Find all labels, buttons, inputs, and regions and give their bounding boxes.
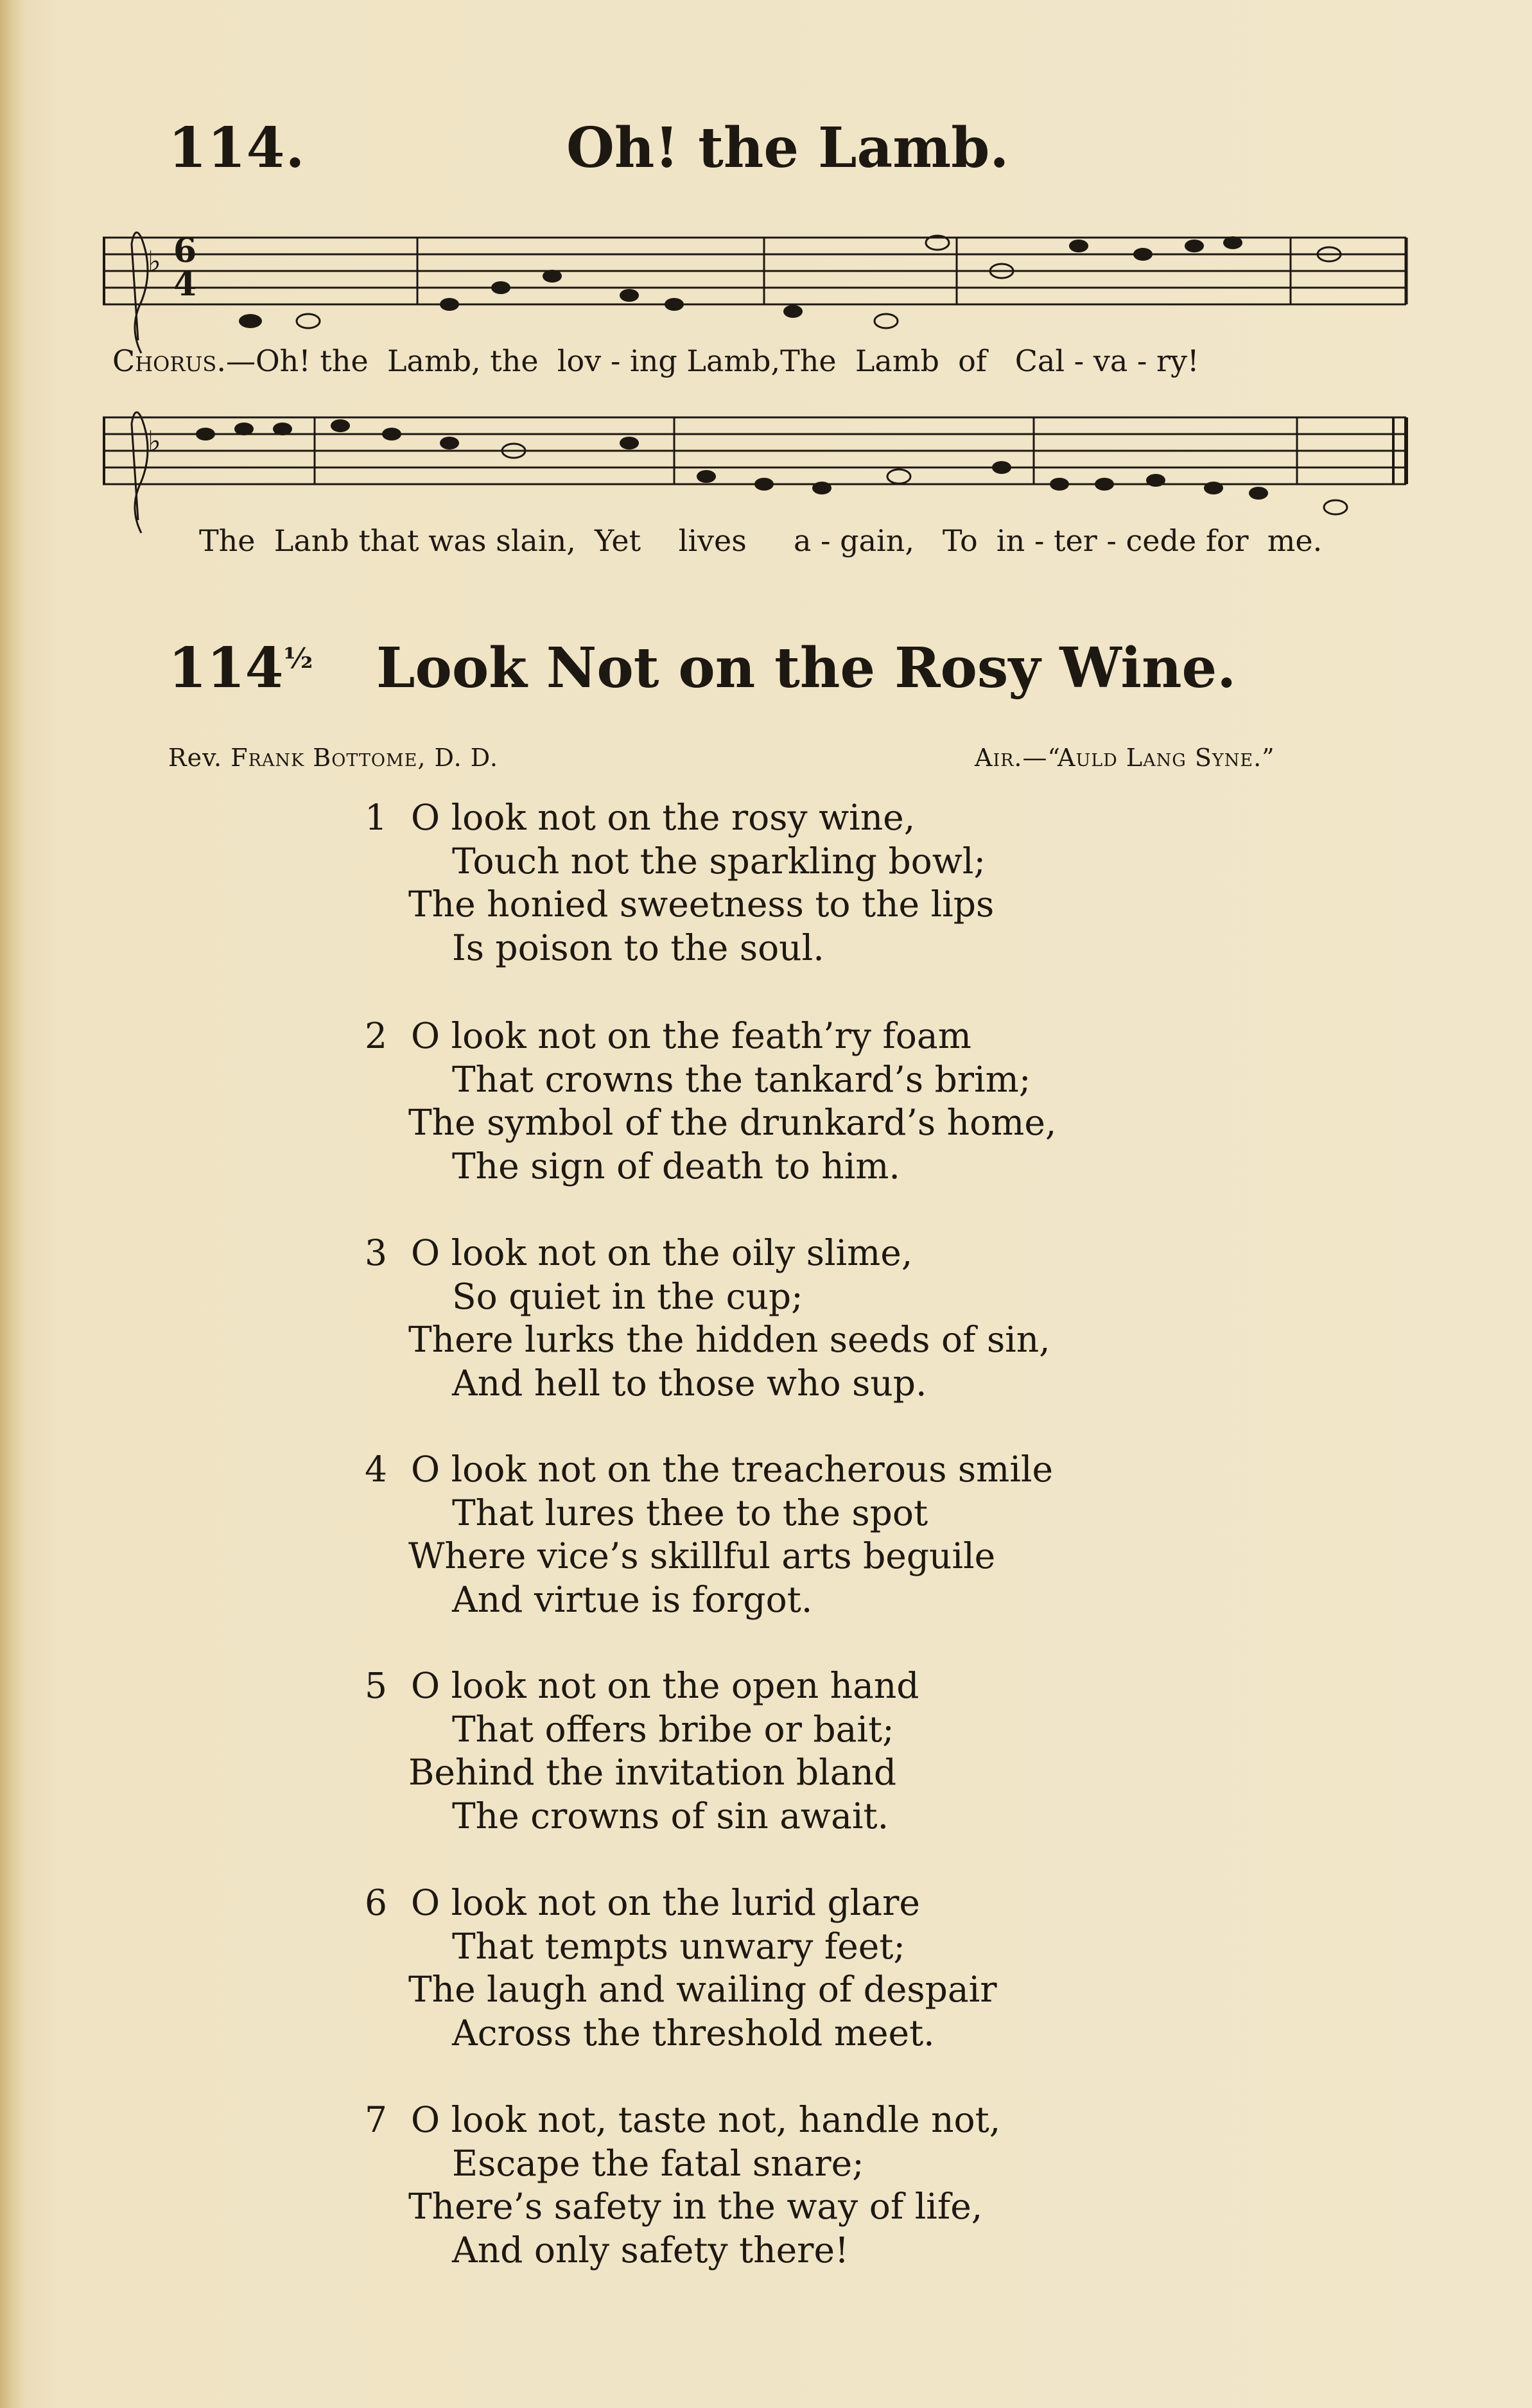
author-name: Frank Bottome, D. D. — [231, 744, 498, 772]
stanza-line: Where vice’s skillful arts beguile — [408, 1535, 996, 1576]
stanza-line: The symbol of the drunkard’s home, — [408, 1102, 1057, 1143]
stanza-line: Escape the fatal snare; — [452, 2142, 864, 2184]
stanza-number: 1 — [365, 797, 387, 838]
stanza-line: Behind the invitation bland — [408, 1752, 897, 1793]
stanza-line: Across the threshold meet. — [452, 2012, 935, 2054]
stanza-number: 5 — [365, 1665, 387, 1706]
hymn-title: Look Not on the Rosy Wine. — [376, 636, 1237, 701]
stanza-line: And only safety there! — [452, 2229, 849, 2271]
hymn-number: 114. — [168, 116, 306, 180]
stanza-line: That lures thee to the spot — [452, 1492, 928, 1533]
hymn-number-value: 114 — [168, 636, 284, 701]
hymn-title: Oh! the Lamb. — [566, 116, 1009, 180]
hymn-114-half-header — [168, 636, 1388, 713]
chorus-lyrics-line-1 — [112, 344, 1199, 378]
stanza-number: 4 — [365, 1449, 387, 1490]
stanza-line: O look not on the oily slime, — [411, 1232, 913, 1273]
air-credit: Air.—“Auld Lang Syne.” — [975, 744, 1275, 772]
stanza-line: The laugh and wailing of despair — [408, 1969, 997, 2010]
stanza-line: And virtue is forgot. — [452, 1578, 813, 1620]
stanza-line: That offers bribe or bait; — [452, 1708, 894, 1750]
svg-text:6: 6 — [173, 231, 197, 270]
stanza-line: There lurks the hidden seeds of sin, — [408, 1319, 1050, 1360]
stanza-number: 2 — [365, 1015, 387, 1056]
hymn-number — [168, 636, 313, 701]
stanza-line: Touch not the sparkling bowl; — [452, 840, 986, 882]
svg-text:4: 4 — [173, 265, 197, 304]
stanza-line: That crowns the tankard’s brim; — [452, 1058, 1031, 1100]
stanza-line: The honied sweetness to the lips — [408, 884, 995, 925]
stanza-line: The sign of death to him. — [452, 1145, 900, 1187]
stanza-line: And hell to those who sup. — [452, 1362, 927, 1404]
svg-text:♭: ♭ — [148, 425, 161, 458]
stanza-line: Is poison to the soul. — [452, 927, 824, 968]
svg-text:♭: ♭ — [148, 245, 161, 278]
stanza-number: 7 — [365, 2099, 387, 2140]
hymn-number-fraction: ½ — [283, 642, 313, 676]
stanza-line: O look not on the treacherous smile — [411, 1449, 1054, 1490]
author-prefix: Rev. — [168, 744, 223, 772]
hymn-114-header — [168, 116, 1388, 186]
lyrics-text-1: —Oh! the Lamb, the lov - ing Lamb,The Lamb of Cal - va - ry! — [225, 344, 1199, 378]
stanza-number: 3 — [365, 1232, 387, 1273]
stanza-line: There’s safety in the way of life, — [408, 2186, 983, 2227]
stanza-line: O look not, taste not, handle not, — [411, 2099, 1001, 2140]
stanza-line: So quiet in the cup; — [452, 1275, 803, 1317]
stanza-number: 6 — [365, 1882, 387, 1923]
stanza-line: O look not on the rosy wine, — [411, 797, 916, 838]
chorus-lyrics-line-2: The Lanb that was slain, Yet lives a - gain, To in - ter - cede for me. — [199, 523, 1323, 558]
stanza-line: O look not on the feath’ry foam — [411, 1015, 971, 1056]
chorus-label: Chorus. — [112, 344, 226, 378]
stanza-line: The crowns of sin await. — [452, 1795, 889, 1837]
stanza-line: O look not on the lurid glare — [411, 1882, 920, 1923]
author-credit — [168, 744, 498, 772]
stanza-line: O look not on the open hand — [411, 1665, 919, 1706]
stanza-line: That tempts unwary feet; — [452, 1925, 905, 1967]
